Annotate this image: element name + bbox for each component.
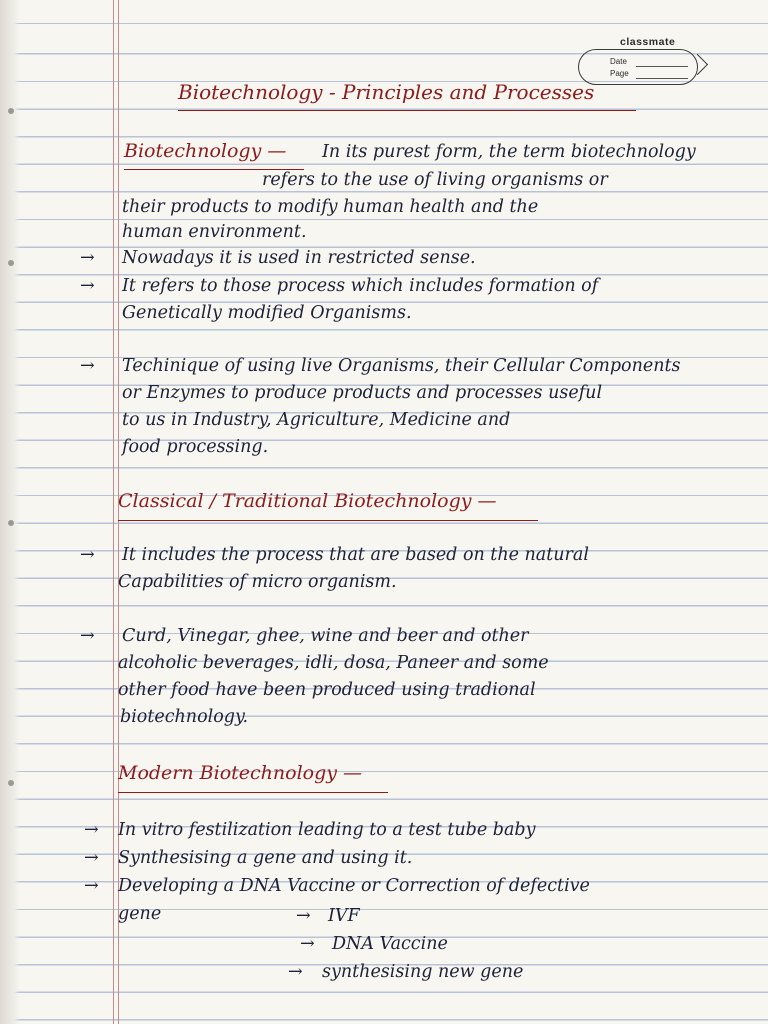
bullet-text: Curd, Vinegar, ghee, wine and beer and other: [122, 626, 529, 646]
arrow-icon: →: [288, 962, 303, 982]
binding-hole: [8, 108, 14, 114]
arrow-icon: →: [84, 876, 99, 896]
arrow-icon: →: [80, 545, 95, 565]
arrow-icon: →: [80, 626, 95, 646]
classical-underline: [118, 520, 538, 521]
page-line: [636, 78, 688, 79]
date-page-box: [578, 49, 698, 85]
definition-line: refers to the use of living organisms or: [262, 170, 608, 190]
brand-name: classmate: [620, 36, 676, 48]
bullet-text: food processing.: [122, 437, 269, 457]
definition-line: human environment.: [122, 222, 307, 242]
page-title: Biotechnology - Principles and Processes: [178, 80, 595, 104]
bullet-text: Genetically modified Organisms.: [122, 303, 412, 323]
arrow-icon: →: [80, 356, 95, 376]
bullet-text: In vitro festilization leading to a test tube baby: [118, 820, 536, 840]
classical-heading: Classical / Traditional Biotechnology —: [118, 490, 497, 512]
date-line: [636, 66, 688, 67]
bullet-text: alcoholic beverages, idli, dosa, Paneer and some: [118, 653, 549, 673]
definition-line: their products to modify human health and the: [122, 197, 539, 217]
title-underline: [178, 110, 636, 111]
arrow-icon: →: [80, 248, 95, 268]
bullet-text: or Enzymes to produce products and processes useful: [122, 383, 603, 403]
example-text: synthesising new gene: [322, 962, 524, 982]
bullet-text: gene: [118, 904, 162, 924]
bullet-text: It refers to those process which includes formation of: [122, 276, 599, 296]
bullet-text: other food have been produced using tradional: [118, 680, 536, 700]
bullet-text: Capabilities of micro organism.: [118, 572, 397, 592]
arrow-icon: →: [84, 820, 99, 840]
binding-hole: [8, 780, 14, 786]
bullet-text: to us in Industry, Agriculture, Medicine and: [122, 410, 511, 430]
definition-line: In its purest form, the term biotechnology: [322, 142, 696, 162]
arrow-icon: →: [80, 276, 95, 296]
binding-hole: [8, 260, 14, 266]
arrow-icon: →: [84, 848, 99, 868]
modern-underline: [118, 792, 388, 793]
modern-heading: Modern Biotechnology —: [118, 762, 363, 784]
arrow-icon: →: [296, 906, 311, 926]
bullet-text: biotechnology.: [120, 707, 249, 727]
bullet-text: Synthesising a gene and using it.: [118, 848, 413, 868]
bullet-text: Techinique of using live Organisms, their Cellular Components: [122, 356, 681, 376]
arrow-icon: →: [300, 934, 315, 954]
margin-line: [113, 0, 114, 1024]
brand-stamp: [578, 36, 710, 88]
bullet-text: Developing a DNA Vaccine or Correction of defective: [118, 876, 590, 896]
margin-line: [118, 0, 119, 1024]
page-binding: [0, 0, 20, 1024]
date-label: Date: [610, 57, 627, 66]
definition-term: Biotechnology —: [124, 140, 287, 162]
example-text: IVF: [328, 906, 360, 926]
bullet-text: Nowadays it is used in restricted sense.: [122, 248, 476, 268]
example-text: DNA Vaccine: [332, 934, 448, 954]
bullet-text: It includes the process that are based on the natural: [122, 545, 589, 565]
binding-hole: [8, 520, 14, 526]
page-label: Page: [610, 69, 629, 78]
